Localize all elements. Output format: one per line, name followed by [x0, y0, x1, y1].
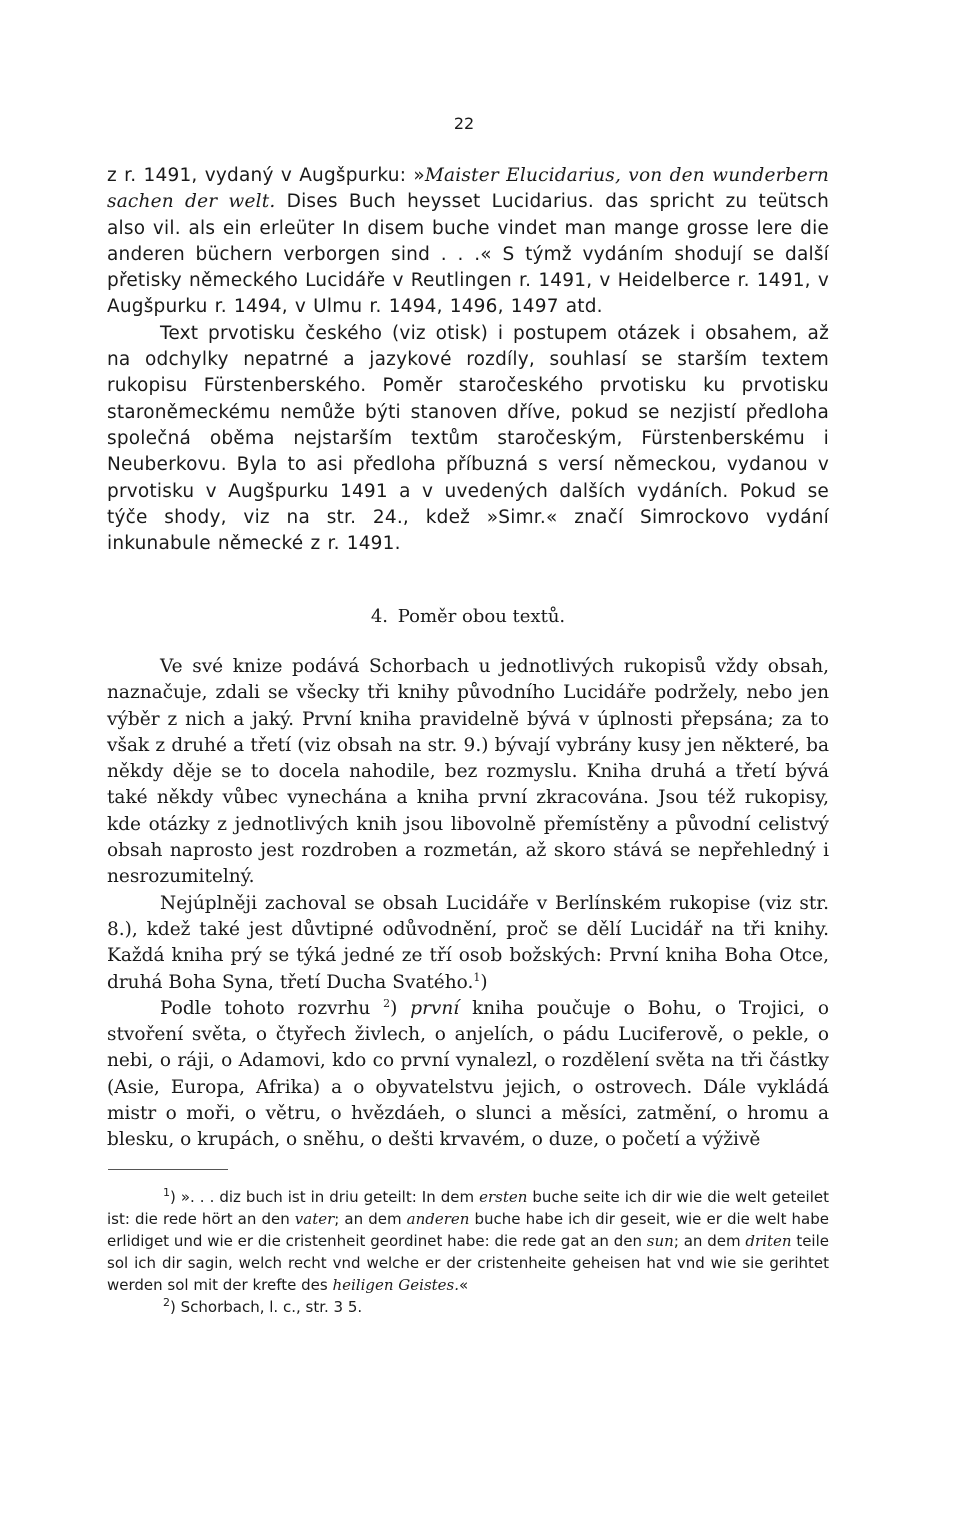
- footnote-1-part: «: [459, 1276, 469, 1294]
- section-title: Poměr obou textů.: [397, 606, 566, 627]
- paragraph-4-text: Nejúplněji zachoval se obsah Lucidáře v Berlínském rukopise (viz str. 8.), kdež také jest důvtipné odůvodnění, proč se dělí Lucidář na tři knihy. Každá kniha prý se týká jedné ze tří osob božských: První kniha Boha Otce, druhá Boha Syna, třetí Ducha Svatého.: [107, 892, 829, 993]
- footnote-divider: [108, 1169, 228, 1170]
- footnote-1-part: teile sol ich dir sagin, welch recht vnd welche er der cristenheite geheisen hat vnd wie sie gerihtet werden sol mit der krefte des: [107, 1232, 829, 1294]
- footnote-1-marker: 1: [163, 1186, 170, 1199]
- paragraph-1-rest: Dises Buch heysset Lucidarius. das spricht zu teütsch also vil. als ein erleüter In disem buche vindet man mange grosse lere die anderen büchern verborgen sind . . .« S týmž vydáním shodují se další přetisky německého Lucidáře v Reutlingen r. 1491, v Heidelberce r. 1491, v Augšpurku r. 1494, v Ulmu r. 1494, 1496, 1497 atd.: [107, 191, 829, 318]
- paragraph-2: Text prvotisku českého (viz otisk) i postupem otázek i obsahem, až na odchylky nepatrné a jazykové rozdíly, souhlasí se starším textem rukopisu Fürstenberského. Poměr staročeského prvotisku ku prvotisku staroněmeckému nemůže býti stanoven dříve, pokud se nezjistí předloha společná oběma nejstarším textům staročeským, Fürstenberskému i Neuberkovu. Byla to asi předloha příbuzná s versí německou, vydanou v prvotisku v Augšpurku 1491 a v uvedených dalších vydáních. Pokud se týče shody, viz na str. 24., kdež »Simr.« značí Simrockovo vydání inkunabule německé z r. 1491.: [107, 322, 829, 555]
- page-number: 22: [453, 114, 475, 133]
- paragraph-4: [107, 891, 829, 996]
- footnote-1-part: ) ». . . diz buch ist in driu geteilt: In dem: [170, 1188, 480, 1206]
- section-heading: [0, 606, 936, 627]
- footnotes: [107, 1186, 829, 1318]
- footnote-1-italic: driten: [745, 1232, 792, 1250]
- section-body: [107, 654, 829, 1154]
- paragraph-1: [107, 163, 829, 321]
- footnote-ref-1: 1: [473, 970, 481, 984]
- footnote-ref-2-paren: ): [390, 997, 411, 1019]
- footnote-1-italic: anderen: [406, 1210, 470, 1228]
- footnote-1-part: ; an dem: [673, 1232, 746, 1250]
- paragraph-1-title: Maister Elucidarius, von den wunderbern sachen der welt.: [107, 165, 830, 213]
- footnote-2-marker: 2: [163, 1296, 170, 1309]
- footnote-1-italic: sun: [646, 1232, 674, 1250]
- footnote-1-italic: vater: [294, 1210, 335, 1228]
- body-text-top: [107, 163, 829, 557]
- paragraph-1-lead: z r. 1491, vydaný v Augšpurku: »: [107, 165, 425, 186]
- paragraph-5-emphasis: první: [410, 997, 460, 1019]
- footnote-1: [107, 1186, 829, 1296]
- footnote-2: [107, 1296, 829, 1318]
- footnote-ref-2: 2: [383, 996, 391, 1010]
- footnote-1-italic: ersten: [479, 1188, 528, 1206]
- footnote-1-part: ; an dem: [334, 1210, 407, 1228]
- paragraph-5-lead: Podle tohoto rozvrhu: [160, 997, 384, 1019]
- paragraph-5: [107, 996, 829, 1154]
- footnote-ref-1-paren: ): [480, 971, 488, 993]
- footnote-1-italic: heiligen Geistes.: [332, 1276, 460, 1294]
- footnote-1-part: buche habe ich dir geseit, wie er die welt habe erlidiget und wie er die cristenheit geordinet habe: die rede gat an den: [107, 1210, 830, 1250]
- paragraph-3: Ve své knize podává Schorbach u jednotlivých rukopisů vždy obsah, naznačuje, zdali se všecky tři knihy původního Lucidáře podržely, nebo jen výběr z nich a jaký. První kniha pravidelně bývá v úplnosti přepsána; za to však z druhé a třetí (viz obsah na str. 9.) bývají vybrány kusy jen některé, ba někdy děje se to docela nahodile, bez rozmyslu. Kniha druhá a třetí bývá také někdy vůbec vynechána a kniha první zkracována. Jsou též rukopisy, kde otázky z jednotlivých knih jsou libovolně přemístěny a původní celistvý obsah naprosto jest rozdroben a rozmetán, až skoro stává se nepřehledný i nesrozumitelný.: [107, 656, 829, 888]
- footnote-1-part: buche seite ich dir wie die welt geteilet ist: die rede hört an den: [107, 1188, 830, 1228]
- footnote-2-text: ) Schorbach, l. c., str. 3 5.: [170, 1298, 363, 1316]
- section-number: 4.: [370, 606, 389, 627]
- paragraph-5-rest: kniha poučuje o Bohu, o Trojici, o stvoření světa, o čtyřech živlech, o anjelích, o pádu Luciferově, o pekle, o nebi, o ráji, o Adamovi, kdo co první vynalezl, o rozdělení světa na tři částky (Asie, Europa, Afrika) a o obyvatelstvu jejich, o ostrovech. Dále vykládá mistr o moři, o větru, o hvězdáeh, o slunci a měsíci, zatmění, o hromu a blesku, o krupách, o sněhu, o dešti krvavém, o duze, o početí a výživě: [107, 997, 829, 1151]
